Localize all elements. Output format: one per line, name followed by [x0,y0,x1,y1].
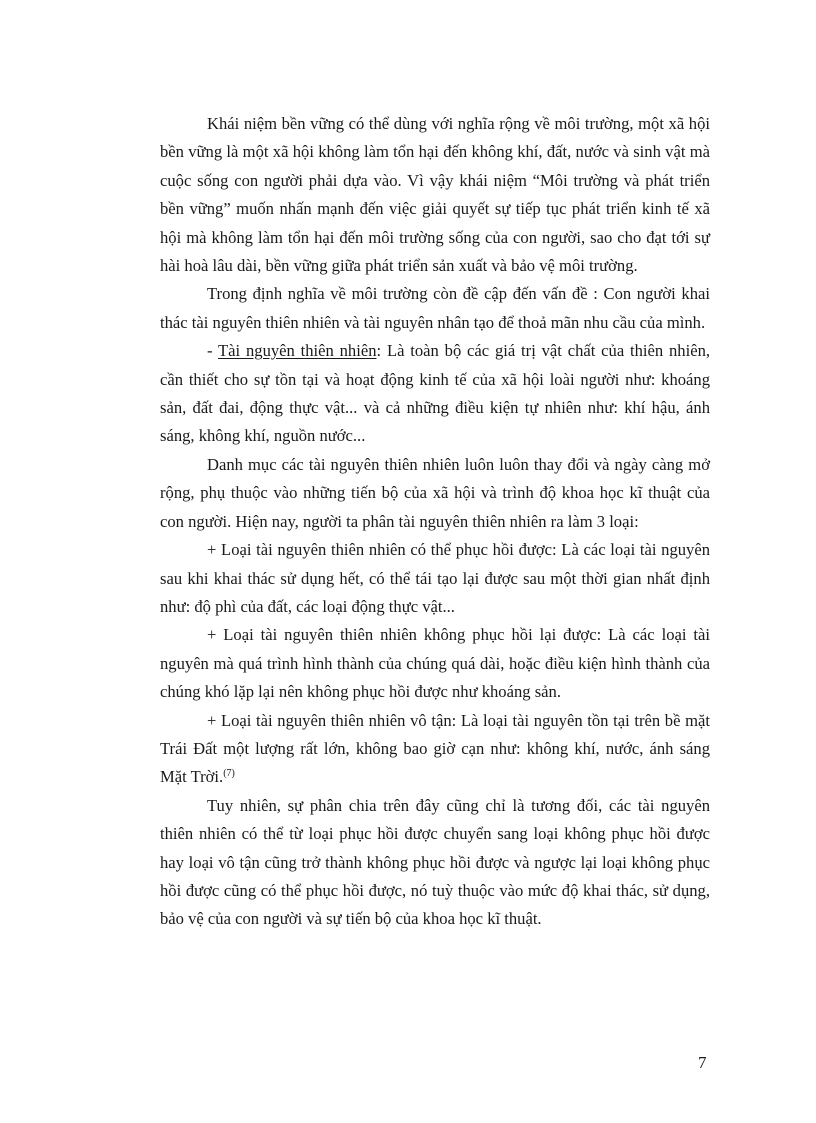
term-natural-resources: Tài nguyên thiên nhiên [218,341,377,361]
body-text [160,110,710,934]
paragraph-text: Danh mục các tài nguyên thiên nhiên luôn luôn thay đổi và ngày càng mở rộng, phụ thuộc vào những tiến bộ của xã hội và trình độ khoa học kĩ thuật của con người. Hiện nay, người ta phân tài nguyên thiên nhiên ra làm 3 loại: [160,454,710,531]
paragraph-resource-classification [160,451,710,536]
paragraph-text: Khái niệm bền vững có thể dùng với nghĩa rộng về môi trường, một xã hội bền vững là một xã hội không làm tổn hại đến không khí, đất, nước và sinh vật mà cuộc sống con người phải dựa vào. Vì vậy khái niệm “Môi trường và phát triển bền vững” muốn nhấn mạnh đến việc giải quyết sự tiếp tục phát triển kinh tế xã hội mà không làm tổn hại đến môi trường sống của con người, sao cho đạt tới sự hài hoà lâu dài, bền vững giữa phát triển sản xuất và bảo vệ môi trường. [160,114,710,276]
paragraph-text: + Loại tài nguyên thiên nhiên có thể phục hồi được: Là các loại tài nguyên sau khi khai thác sử dụng hết, có thể tái tạo lại được sau một thời gian nhất định như: độ phì của đất, các loại động thực vật... [160,540,710,616]
paragraph-environment-definition [160,280,710,337]
list-item-non-renewable [160,621,710,706]
paragraph-text: Tuy nhiên, sự phân chia trên đây cũng chỉ là tương đối, các tài nguyên thiên nhiên có thể từ loại phục hồi được chuyển sang loại không phục hồi được hay loại vô tận cũng trở thành không phục hồi được và ngược lại loại không phục hồi được cũng có thể phục hồi được, nó tuỳ thuộc vào mức độ khai thác, sử dụng, bảo vệ của con người và sự tiến bộ của khoa học kĩ thuật. [160,795,710,929]
paragraph-relative-classification [160,792,710,934]
footnote-reference: (7) [223,768,235,780]
paragraph-text: + Loại tài nguyên thiên nhiên vô tận: Là loại tài nguyên tồn tại trên bề mặt Trái Đất một lượng rất lớn, không bao giờ cạn như: không khí, nước, ánh sáng Mặt Trời. [160,710,710,787]
list-item-renewable [160,536,710,621]
paragraph-text: + Loại tài nguyên thiên nhiên không phục hồi lại được: Là các loại tài nguyên mà quá trình hình thành của chúng quá dài, hoặc điều kiện hình thành của chúng khó lặp lại nên không phục hồi được như khoáng sản. [160,625,710,702]
paragraph-sustainability [160,110,710,280]
paragraph-natural-resources-definition [160,337,710,451]
list-item-inexhaustible [160,707,710,792]
page-number: 7 [698,1053,707,1072]
paragraph-text: Trong định nghĩa về môi trường còn đề cập đến vấn đề : Con người khai thác tài nguyên thiên nhiên và tài nguyên nhân tạo để thoả mãn nhu cầu của mình. [160,284,710,332]
paragraph-text: : Là toàn bộ các giá trị vật chất của thiên nhiên, cần thiết cho sự tồn tại và hoạt động kinh tế của xã hội loài người như: khoáng sản, đất đai, động thực vật... và cả những điều kiện tự nhiên như: khí hậu, ánh sáng, không khí, nguồn nước... [160,341,711,446]
list-dash: - [207,341,219,361]
